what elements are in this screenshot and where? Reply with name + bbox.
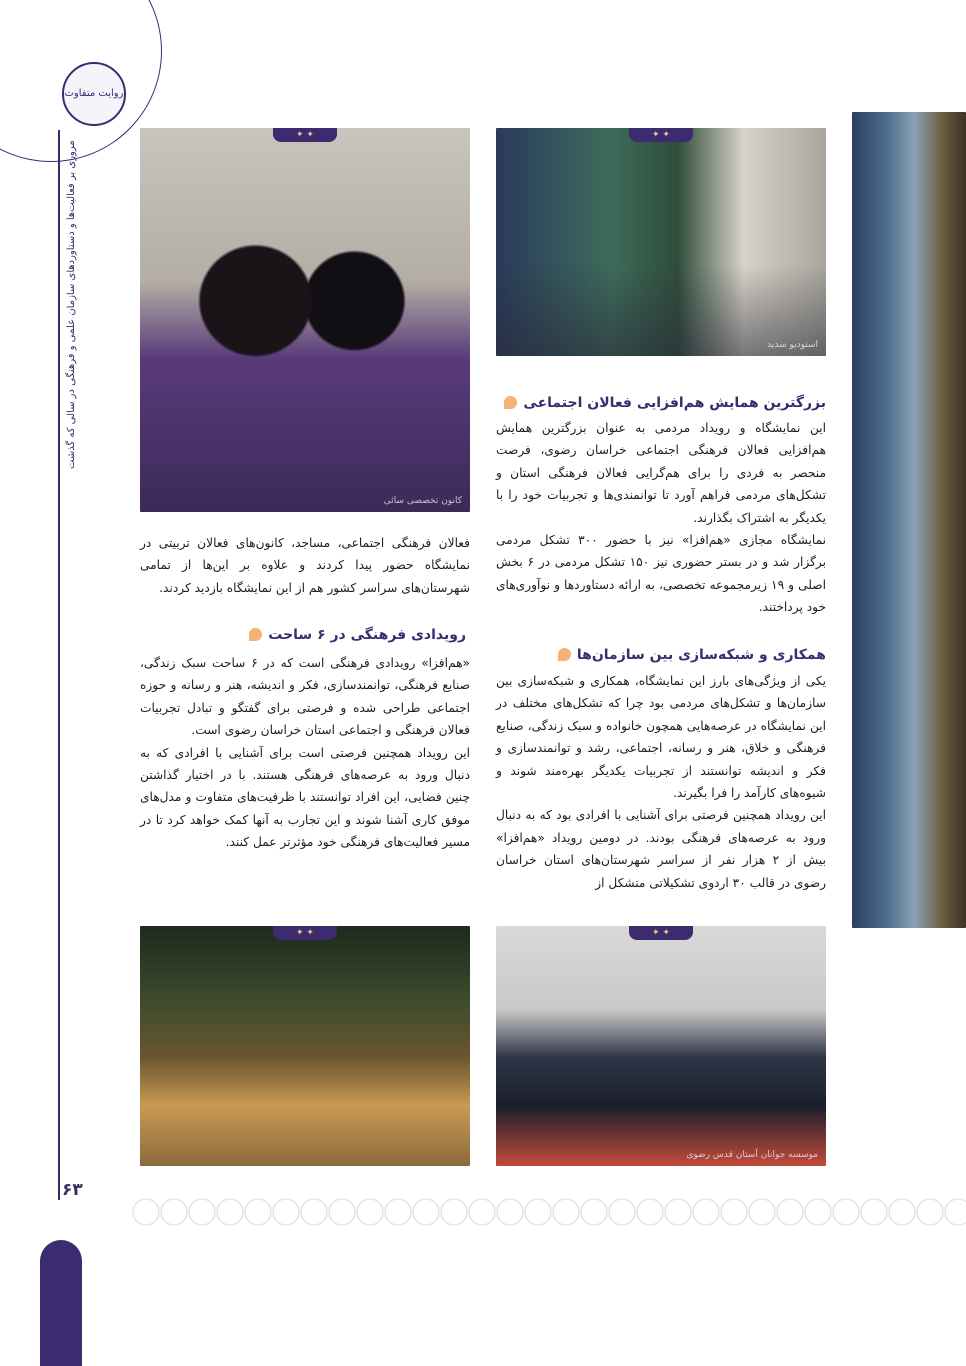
- article-text: [140, 532, 470, 599]
- left-margin: [0, 0, 124, 1366]
- photo-badge-icon: ✦ ✦: [629, 128, 693, 142]
- magazine-logo: روایت متفاوت: [62, 62, 126, 126]
- photo-visitor-crop: [852, 112, 966, 928]
- article-text: [496, 417, 826, 619]
- decorative-strip: [132, 1184, 966, 1240]
- photo-sign-text: استودیو سدید: [767, 340, 818, 350]
- section-heading: رویدادی فرهنگی در ۶ ساحت: [249, 627, 466, 643]
- page-tab: [40, 1240, 82, 1366]
- photo-badge-icon: ✦ ✦: [273, 128, 337, 142]
- section-heading: بزرگترین همایش هم‌افزایی فعالان اجتماعی: [504, 395, 826, 411]
- margin-rule: [58, 130, 60, 1200]
- paragraph: این رویداد همچنین فرصتی است برای آشنایی با افرادی که به دنبال ورود به عرصه‌های فرهنگی هستند. با در اختیار گذاشتن چنین فضایی، این افراد توانستند با ظرفیت‌های متفاوت و مدل‌های موفق کاری آشنا شوند و این تجارب به آنها کمک خواهد کرد تا در مسیر فعالیت‌های فرهنگی خود مؤثرتر عمل کنند.: [140, 745, 470, 850]
- running-head: مروری بر فعالیت‌ها و دستاوردهای سازمان علمی و فرهنگی در سالی که گذشت: [66, 140, 77, 469]
- photo-sign-text: کانون تخصصی سائی: [383, 496, 462, 506]
- article-text: [140, 652, 470, 854]
- paragraph: این نمایشگاه و رویداد مردمی به عنوان بزرگترین همایش هم‌افزایی فعالان فرهنگی اجتماعی خراسان رضوی، فرصت منحصر به فردی را برای هم‌گرایی فعالان فرهنگی استان و تشکل‌های مردمی فراهم آورد تا توانمندی‌ها و تجربیات خود را با یکدیگر به اشتراک بگذارند.: [496, 421, 826, 525]
- photo-women-at-stand: [140, 128, 470, 512]
- page-number: ۶۳: [62, 1180, 83, 1200]
- photo-badge-icon: ✦ ✦: [273, 926, 337, 940]
- photo-city-model: [140, 926, 470, 1166]
- paragraph: نمایشگاه مجازی «هم‌افزا» نیز با حضور ۳۰۰ تشکل مردمی برگزار شد و در بستر حضوری نیز ۱۵۰ تشکل مردمی در ۶ بخش اصلی و ۱۹ زیرمجموعه تخصصی، به ارائه دستاوردها و نوآوری‌های خود پرداختند.: [496, 533, 827, 615]
- paragraph: این رویداد همچنین فرصتی برای آشنایی با افرادی بود که به دنبال ورود به عرصه‌های فرهنگی بودند. در دومین رویداد «هم‌افزا» بیش از ۲ هزار نفر از سراسر شهرستان‌های استان خراسان رضوی در قالب ۳۰ اردوی تشکیلاتی متشکل از: [496, 808, 826, 890]
- photo-badge-icon: ✦ ✦: [629, 926, 693, 940]
- photo-exhibition-booth: [496, 128, 826, 356]
- section-heading: همکاری و شبکه‌سازی بین سازمان‌ها: [558, 647, 826, 663]
- paragraph: «هم‌افزا» رویدادی فرهنگی است که در ۶ ساحت سبک زندگی، صنایع فرهنگی، توانمندسازی، فکر و اندیشه، هنر و رسانه و حوزه اجتماعی طراحی شده و فرصتی برای گفتگو و تبادل تجربیات فعالان فرهنگی و اجتماعی استان خراسان رضوی است.: [140, 656, 470, 738]
- photo-sign-text: موسسه جوانان آستان قدس رضوی: [686, 1150, 818, 1160]
- article-text: [496, 670, 826, 894]
- photo-book-display: [496, 926, 826, 1166]
- paragraph: یکی از ویژگی‌های بارز این نمایشگاه، همکاری و شبکه‌سازی بین سازمان‌ها و تشکل‌های مردمی بود چرا که تشکل‌های مختلف در این نمایشگاه در عرصه‌هایی همچون خانواده و سبک زندگی، صنایع فرهنگی و خلاق، هنر و رسانه، اجتماعی، رشد و توانمندسازی و فکر و اندیشه توانستند از تجربیات یکدیگر بهره‌مند شوند و شیوه‌های کارآمد را فرا بگیرند.: [496, 674, 826, 801]
- paragraph: فعالان فرهنگی اجتماعی، مساجد، کانون‌های فعالان تربیتی در نمایشگاه حضور پیدا کردند و علاوه بر این‌ها از تمامی شهرستان‌های سراسر کشور هم از این نمایشگاه بازدید کردند.: [140, 536, 470, 595]
